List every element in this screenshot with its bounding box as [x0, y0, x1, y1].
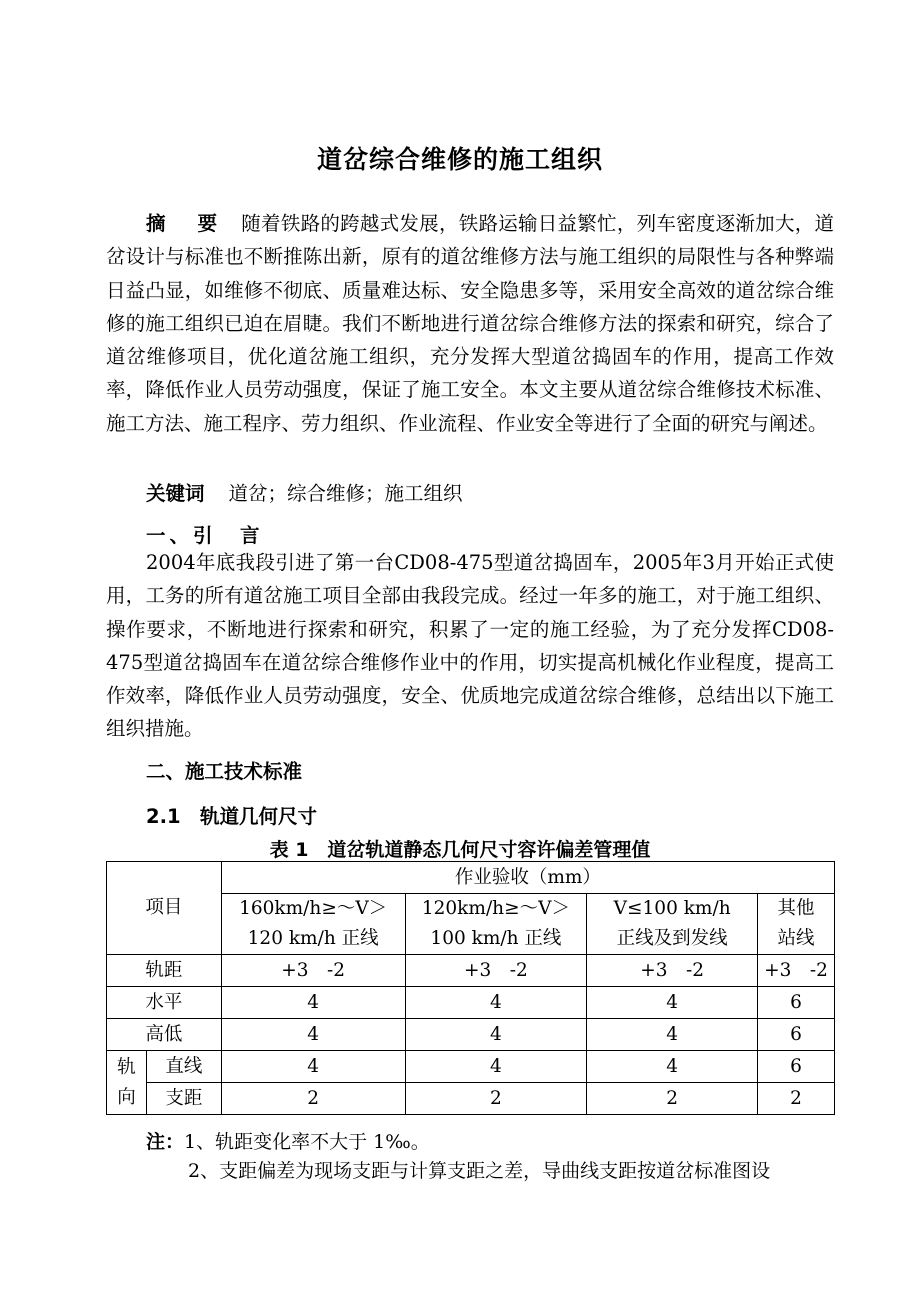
row-label: 支距: [146, 1083, 221, 1115]
note-1: [146, 1127, 430, 1154]
table-header-row: [107, 862, 835, 894]
group-row-label: 轨 向: [107, 1051, 147, 1115]
cell: 2: [587, 1083, 758, 1115]
page-title: 道岔综合维修的施工组织: [316, 145, 603, 174]
cell: 2: [221, 1083, 405, 1115]
table-caption: 表 1 道岔轨道静态几何尺寸容许偏差管理值: [269, 839, 651, 861]
cell: 4: [405, 1019, 587, 1051]
row-label: 高低: [107, 1019, 222, 1051]
col3-header: V≤100 km/h 正线及到发线: [587, 894, 758, 955]
cell: 4: [405, 1051, 587, 1083]
cell: 4: [587, 1019, 758, 1051]
cell: 4: [221, 987, 405, 1019]
keywords-label: 关键词: [146, 482, 205, 505]
cell: 6: [758, 1019, 835, 1051]
table-row: [107, 955, 835, 987]
cell: 2: [758, 1083, 835, 1115]
row-label: 水平: [107, 987, 222, 1019]
col2-header: 120km/h≥～V＞ 100 km/h 正线: [405, 894, 587, 955]
col1-header: 160km/h≥～V＞ 120 km/h 正线: [221, 894, 405, 955]
cell: +3 -2: [587, 955, 758, 987]
abstract-text: 随着铁路的跨越式发展，铁路运输日益繁忙，列车密度逐渐加大，道岔设计与标准也不断推陈出新，原有的道岔维修方法与施工组织的局限性与各种弊端日益凸显，如维修不彻底、质量难达标、安全隐患多等，采用安全高效的道岔综合维修的施工组织已迫在眉睫。我们不断地进行道岔综合维修方法的探索和研究，综合了道岔维修项目，优化道岔施工组织，充分发挥大型道岔捣固车的作用，提高工作效率，降低作业人员劳动强度，保证了施工安全。本文主要从道岔综合维修技术标准、施工方法、施工程序、劳力组织、作业流程、作业安全等进行了全面的研究与阐述。: [106, 212, 834, 435]
cell: 6: [758, 987, 835, 1019]
group-header: 作业验收（mm）: [221, 862, 834, 894]
section-2-1-heading: 2.1 轨道几何尺寸: [146, 805, 318, 828]
cell: +3 -2: [221, 955, 405, 987]
tolerance-table: [106, 861, 835, 1115]
cell: +3 -2: [758, 955, 835, 987]
abstract-label: 摘 要: [146, 212, 224, 235]
section-2-heading: 二、施工技术标准: [146, 760, 303, 783]
table-row: [107, 1019, 835, 1051]
keywords-text: 道岔；综合维修；施工组织: [228, 482, 463, 505]
note-1-text: 1、轨距变化率不大于 1‰。: [184, 1131, 430, 1153]
row-label: 轨距: [107, 955, 222, 987]
row-label: 直线: [146, 1051, 221, 1083]
cell: 4: [587, 1051, 758, 1083]
table-row: [107, 1083, 835, 1115]
cell: 4: [587, 987, 758, 1019]
cell: 4: [405, 987, 587, 1019]
cell: 4: [221, 1051, 405, 1083]
cell: 2: [405, 1083, 587, 1115]
table-row: [107, 987, 835, 1019]
item-header: 项目: [107, 862, 222, 955]
note-2: 2、支距偏差为现场支距与计算支距之差，导曲线支距按道岔标准图设: [188, 1160, 771, 1182]
intro-paragraph: 2004年底我段引进了第一台CD08-475型道岔捣固车，2005年3月开始正式使用，工务的所有道岔施工项目全部由我段完成。经过一年多的施工，对于施工组织、操作要求，不断地进行探索和研究，积累了一定的施工经验，为了充分发挥CD08-475型道岔捣固车在道岔综合维修作业中的作用，切实提高机械化作业程度，提高工作效率，降低作业人员劳动强度，安全、优质地完成道岔综合维修，总结出以下施工组织措施。: [106, 551, 834, 741]
cell: 6: [758, 1051, 835, 1083]
col4-header: 其他 站线: [758, 894, 835, 955]
cell: +3 -2: [405, 955, 587, 987]
table-row: [107, 1051, 835, 1083]
intro-heading: 一、引 言: [146, 524, 264, 547]
notes-label: 注：: [146, 1131, 185, 1153]
cell: 4: [221, 1019, 405, 1051]
abstract-paragraph: [106, 207, 834, 440]
keywords-line: [146, 478, 463, 506]
